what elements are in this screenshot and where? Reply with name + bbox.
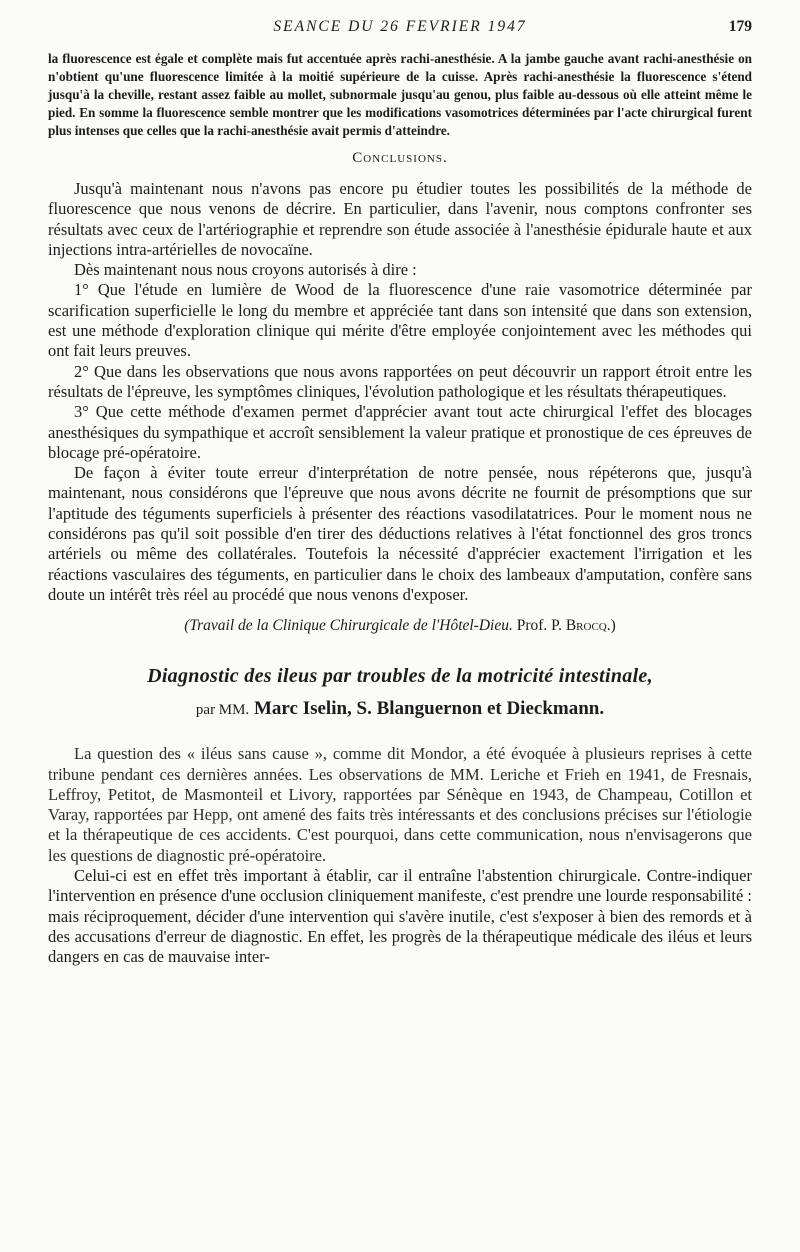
conclusions-paragraph: Jusqu'à maintenant nous n'avons pas encore pu étudier toutes les possibilités de la méthode de fluorescence que nous venons de décrire. En particulier, dans l'avenir, nous comptons confronter ses résultats avec ceux de l'artériographie et reprendre son étude associée à l'anesthésie épidurale haute et aux injections intra-artérielles de novocaïne. — [48, 179, 752, 259]
conclusions-paragraph: Dès maintenant nous nous croyons autorisés à dire : — [74, 260, 417, 280]
authors-names: Marc Iselin, S. Blanguernon et Dieckmann. — [253, 698, 605, 720]
conclusions-paragraph: 3° Que cette méthode d'examen permet d'apprécier avant tout acte chirurgical l'effet des blocages anesthésiques du sympathique et accroît sensiblement la valeur pratique et pronostique de ces épreuves de blocage pré-opératoire. — [48, 402, 752, 462]
conclusions-paragraph: De façon à éviter toute erreur d'interprétation de notre pensée, nous répéterons que, jusqu'à maintenant, nous considérons que l'épreuve que nous avons décrite ne fournit de présomptions que sur l'aptitude des téguments superficiels à présenter des réactions vasodilatatrices. Pour le moment nous ne considérons pas qu'il soit possible d'en tirer des déductions relatives à l'état fonctionnel des gros troncs artériels ou même des collatérales. Toutefois la nécessité d'apprécier exactement l'irrigation et les réactions vasculaires des téguments, en particulier dans le choix des lambeaux d'amputation, confère sans doute un intérêt très réel au procédé que nous venons d'exposer. — [48, 463, 752, 604]
article-paragraph: Celui-ci est en effet très important à établir, car il entraîne l'abstention chirurgicale. Contre-indiquer l'intervention en présence d'une occlusion cliniquement manifeste, c'est prendre une lourde responsabilité : mais réciproquement, décider d'une intervention qui s'avère inutile, c'est s'exposer à bien des remords et à des accusations d'erreur de diagnostic. En effet, les progrès de la thérapeutique médicale des iléus et leurs dangers en cas de mauvaise inter- — [48, 866, 752, 967]
credit-institution: (Travail de la Clinique Chirurgicale de l'Hôtel-Dieu. — [184, 617, 513, 635]
article-title: Diagnostic des ileus par troubles de la motricité intestinale, — [147, 665, 653, 688]
running-header — [48, 14, 752, 42]
conclusions-paragraph: 1° Que l'étude en lumière de Wood de la fluorescence d'une raie vasomotrice déterminée par scarification superficielle le long du membre et appréciée tant dans son intensité que dans son extension, est une méthode d'exploration clinique qui mérite d'être employée conjointement avec les méthodes qui ont fait leurs preuves. — [48, 280, 752, 361]
conclusions-heading: Conclusions. — [352, 150, 448, 166]
article-paragraph: La question des « iléus sans cause », comme dit Mondor, a été évoquée à plusieurs reprises à cette tribune pendant ces dernières années. Les observations de MM. Leriche et Frieh en 1941, de Fresnais, Leffroy, Petitot, de Masmonteil et Livory, rapportées par Sénèque en 1943, de Champeau, Cotillon et Varay, rapportées par Hepp, ont amené des faits très intéressants et des conclusions précises sur l'étiologie et la thérapeutique de ces accidents. C'est pourquoi, dans cette communication, nous n'envisagerons que les questions de diagnostic pré-opératoire. — [48, 744, 752, 865]
credit-name: Brocq.) — [565, 617, 616, 635]
page-number: 179 — [728, 18, 752, 35]
clinic-credit — [48, 617, 752, 635]
running-title: SEANCE DU 26 FEVRIER 1947 — [273, 18, 527, 35]
intro-paragraph: la fluorescence est égale et complète mais fut accentuée après rachi-anesthésie. A la jambe gauche avant rachi-anesthésie on n'obtient qu'une fluorescence limitée à la moitié supérieure de la cuisse. Après rachi-anesthésie la fluorescence s'étend jusqu'à la cheville, restant assez faible au mollet, subnormale jusqu'au genou, plus faible au-dessous où elle atteint même le pied. En somme la fluorescence semble montrer que les modifications vasomotrices déterminées par l'acte chirurgical furent plus intenses que celles que la rachi-anesthésie avait permis d'atteindre. — [48, 51, 752, 138]
credit-prof: Prof. P. — [516, 617, 562, 635]
journal-page — [48, 14, 752, 968]
conclusions-paragraph: 2° Que dans les observations que nous avons rapportées on peut découvrir un rapport étroit entre les résultats de l'épreuve, les symptômes cliniques, l'évolution pathologique et les résultats thérapeutiques. — [48, 361, 752, 401]
article-authors — [48, 698, 752, 720]
authors-prefix: par MM. — [195, 702, 250, 719]
